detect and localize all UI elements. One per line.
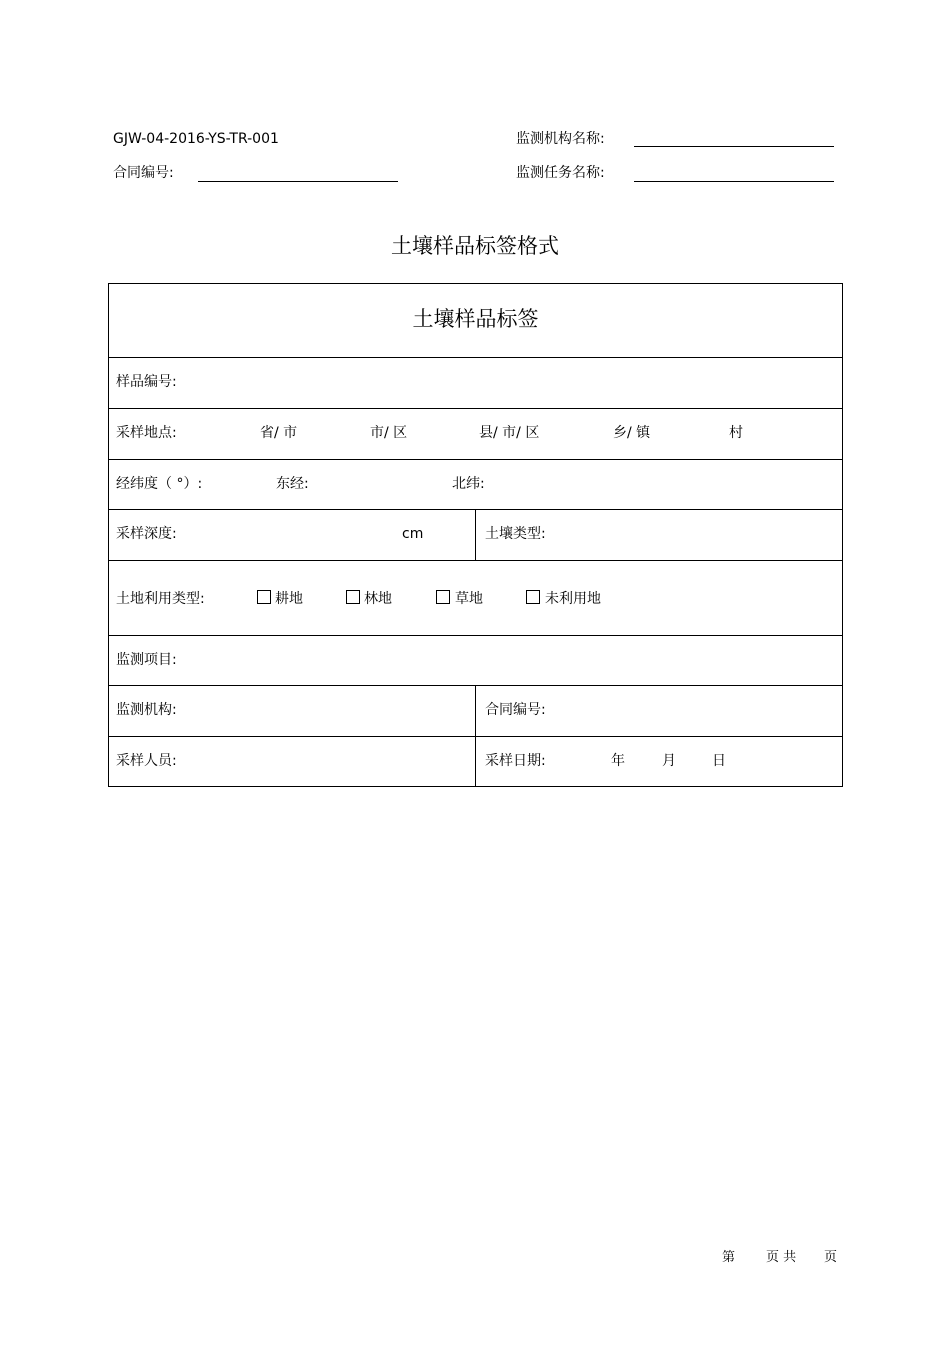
page-number-prefix: 第	[722, 1250, 736, 1265]
row-divider	[109, 357, 842, 358]
soil-type-label: 土壤类型:	[485, 526, 546, 542]
unused-land-checkbox[interactable]	[526, 590, 540, 604]
farmland-checkbox[interactable]	[257, 590, 271, 604]
contract-no-field[interactable]	[198, 181, 398, 182]
soil-sample-label	[108, 283, 843, 787]
column-divider	[475, 509, 476, 560]
location-label: 采样地点:	[116, 425, 177, 441]
page-number-middle: 页 共	[766, 1250, 797, 1265]
city-unit: 市/ 区	[370, 425, 408, 441]
document-title: 土壤样品标签格式	[391, 234, 559, 258]
row-divider	[109, 560, 842, 561]
page-number-suffix: 页	[824, 1250, 838, 1265]
label-contract-no-label: 合同编号:	[485, 702, 546, 718]
east-longitude-label: 东经:	[276, 476, 309, 492]
task-name-label: 监测任务名称:	[516, 165, 605, 181]
forest-option: 林地	[364, 591, 392, 607]
column-divider	[475, 685, 476, 787]
depth-unit: cm	[402, 526, 424, 542]
land-use-label: 土地利用类型:	[116, 591, 205, 607]
row-divider	[109, 459, 842, 460]
north-latitude-label: 北纬:	[452, 476, 485, 492]
sample-no-label: 样品编号:	[116, 374, 177, 390]
forest-checkbox[interactable]	[346, 590, 360, 604]
unused-land-option: 未利用地	[545, 591, 601, 607]
grassland-option: 草地	[455, 591, 483, 607]
town-unit: 乡/ 镇	[613, 425, 651, 441]
date-day-unit: 日	[712, 753, 726, 769]
sampling-date-label: 采样日期:	[485, 753, 546, 769]
label-title: 土壤样品标签	[412, 307, 539, 331]
date-month-unit: 月	[662, 753, 676, 769]
row-divider	[109, 408, 842, 409]
monitoring-items-label: 监测项目:	[116, 652, 177, 668]
form-code: GJW-04-2016-YS-TR-001	[113, 131, 279, 147]
depth-label: 采样深度:	[116, 526, 177, 542]
grassland-checkbox[interactable]	[436, 590, 450, 604]
row-divider	[109, 635, 842, 636]
province-unit: 省/ 市	[260, 425, 298, 441]
county-unit: 县/ 市/ 区	[479, 425, 540, 441]
institution-name-label: 监测机构名称:	[516, 131, 605, 147]
monitoring-institution-label: 监测机构:	[116, 702, 177, 718]
task-name-field[interactable]	[634, 181, 834, 182]
village-unit: 村	[729, 425, 743, 441]
sampler-label: 采样人员:	[116, 753, 177, 769]
coords-label: 经纬度（ °）:	[116, 476, 203, 492]
contract-no-label: 合同编号:	[113, 165, 174, 181]
institution-name-field[interactable]	[634, 146, 834, 147]
farmland-option: 耕地	[275, 591, 303, 607]
date-year-unit: 年	[611, 753, 625, 769]
